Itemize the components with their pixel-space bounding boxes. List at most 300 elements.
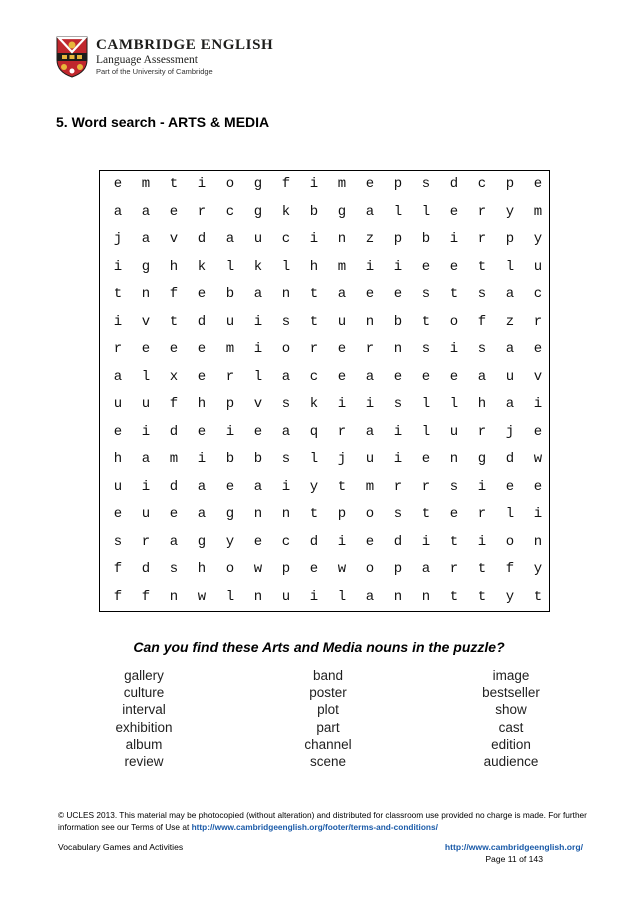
- grid-cell[interactable]: p: [393, 176, 403, 192]
- grid-cell[interactable]: b: [309, 203, 319, 220]
- word-list-item: show: [495, 702, 527, 718]
- grid-cell[interactable]: l: [421, 423, 431, 440]
- grid-cell[interactable]: f: [505, 561, 515, 577]
- grid-cell[interactable]: r: [365, 341, 375, 357]
- grid-cell[interactable]: a: [477, 368, 487, 385]
- grid-cell[interactable]: e: [337, 368, 347, 385]
- grid-cell[interactable]: s: [421, 341, 431, 357]
- grid-cell[interactable]: h: [197, 396, 207, 412]
- grid-cell[interactable]: e: [253, 423, 263, 440]
- grid-cell[interactable]: l: [393, 203, 403, 220]
- grid-cell[interactable]: r: [477, 506, 487, 522]
- grid-cell[interactable]: a: [141, 231, 151, 247]
- grid-cell[interactable]: d: [169, 423, 179, 440]
- grid-cell[interactable]: i: [449, 341, 459, 357]
- grid-cell[interactable]: k: [281, 203, 291, 220]
- grid-cell[interactable]: e: [393, 368, 403, 385]
- brand-name: CAMBRIDGE ENGLISH: [96, 37, 274, 53]
- grid-cell[interactable]: g: [337, 203, 347, 220]
- grid-cell[interactable]: g: [477, 451, 487, 467]
- grid-cell[interactable]: n: [281, 506, 291, 522]
- grid-cell[interactable]: c: [533, 286, 543, 302]
- grid-cell[interactable]: r: [225, 368, 235, 385]
- grid-cell[interactable]: y: [505, 588, 515, 605]
- grid-cell[interactable]: j: [337, 451, 347, 467]
- copyright-notice: [58, 810, 588, 833]
- grid-cell[interactable]: f: [477, 313, 487, 330]
- grid-cell[interactable]: i: [393, 423, 403, 440]
- grid-cell[interactable]: e: [253, 533, 263, 550]
- grid-cell[interactable]: w: [253, 561, 263, 577]
- grid-cell[interactable]: t: [533, 588, 543, 605]
- grid-cell[interactable]: i: [393, 451, 403, 467]
- grid-cell[interactable]: u: [225, 313, 235, 330]
- grid-cell[interactable]: e: [197, 368, 207, 385]
- word-list-item: audience: [483, 753, 539, 769]
- grid-cell[interactable]: i: [393, 258, 403, 275]
- grid-cell[interactable]: d: [449, 176, 459, 192]
- grid-cell[interactable]: s: [281, 396, 291, 412]
- grid-cell[interactable]: n: [393, 341, 403, 357]
- grid-cell[interactable]: e: [169, 506, 179, 522]
- word-list-item: image: [492, 668, 530, 683]
- grid-cell[interactable]: i: [337, 396, 347, 412]
- grid-cell[interactable]: s: [281, 451, 291, 467]
- grid-cell[interactable]: u: [113, 478, 123, 495]
- grid-cell[interactable]: e: [197, 423, 207, 440]
- grid-cell[interactable]: a: [197, 478, 207, 495]
- grid-cell[interactable]: g: [141, 258, 151, 275]
- grid-cell[interactable]: a: [281, 423, 291, 440]
- word-list-column-1: [79, 667, 209, 770]
- grid-cell[interactable]: c: [281, 231, 291, 247]
- grid-row: [100, 474, 549, 502]
- grid-cell[interactable]: n: [421, 588, 431, 605]
- grid-cell[interactable]: d: [505, 451, 515, 467]
- grid-cell[interactable]: r: [197, 203, 207, 220]
- grid-cell[interactable]: l: [421, 203, 431, 220]
- grid-cell[interactable]: y: [309, 478, 319, 495]
- grid-cell[interactable]: t: [477, 258, 487, 275]
- grid-cell[interactable]: s: [281, 313, 291, 330]
- grid-cell[interactable]: r: [113, 341, 123, 357]
- grid-cell[interactable]: n: [169, 588, 179, 605]
- grid-cell[interactable]: h: [113, 451, 123, 467]
- grid-cell[interactable]: d: [197, 313, 207, 330]
- grid-cell[interactable]: v: [141, 313, 151, 330]
- grid-cell[interactable]: j: [505, 423, 515, 440]
- grid-cell[interactable]: b: [253, 451, 263, 467]
- grid-cell[interactable]: e: [113, 176, 123, 192]
- grid-cell[interactable]: b: [393, 313, 403, 330]
- grid-cell[interactable]: i: [141, 423, 151, 440]
- grid-cell[interactable]: a: [365, 423, 375, 440]
- grid-cell[interactable]: p: [225, 396, 235, 412]
- grid-cell[interactable]: d: [197, 231, 207, 247]
- grid-cell[interactable]: l: [505, 506, 515, 522]
- grid-cell[interactable]: e: [365, 533, 375, 550]
- grid-cell[interactable]: g: [197, 533, 207, 550]
- grid-cell[interactable]: s: [393, 506, 403, 522]
- grid-cell[interactable]: i: [113, 258, 123, 275]
- grid-cell[interactable]: r: [477, 231, 487, 247]
- grid-cell[interactable]: t: [449, 533, 459, 550]
- footer-title: Vocabulary Games and Activities: [58, 842, 184, 852]
- grid-cell[interactable]: t: [309, 313, 319, 330]
- grid-cell[interactable]: e: [113, 423, 123, 440]
- grid-cell[interactable]: c: [309, 368, 319, 385]
- grid-cell[interactable]: j: [113, 231, 123, 247]
- grid-row: [100, 254, 549, 282]
- brand-part-of: Part of the University of Cambridge: [96, 67, 213, 76]
- grid-cell[interactable]: o: [365, 561, 375, 577]
- grid-cell[interactable]: c: [225, 203, 235, 220]
- grid-cell[interactable]: a: [365, 588, 375, 605]
- grid-cell[interactable]: u: [337, 313, 347, 330]
- word-list-item: scene: [309, 753, 347, 769]
- grid-cell[interactable]: t: [421, 313, 431, 330]
- grid-cell[interactable]: v: [253, 396, 263, 412]
- grid-cell[interactable]: h: [477, 396, 487, 412]
- grid-cell[interactable]: l: [337, 588, 347, 605]
- grid-cell[interactable]: i: [253, 341, 263, 357]
- grid-cell[interactable]: b: [225, 286, 235, 302]
- grid-cell[interactable]: t: [169, 313, 179, 330]
- grid-cell[interactable]: t: [309, 286, 319, 302]
- copyright-text: © UCLES 2013. This material may be photocopied (without alteration) and distributed for classroom use provided no charge is made. For further information see our Terms of Use at: [58, 810, 587, 832]
- grid-cell[interactable]: p: [505, 176, 515, 192]
- grid-cell[interactable]: i: [477, 533, 487, 550]
- grid-cell[interactable]: n: [253, 506, 263, 522]
- grid-cell[interactable]: f: [113, 561, 123, 577]
- grid-cell[interactable]: e: [337, 341, 347, 357]
- grid-cell[interactable]: l: [449, 396, 459, 412]
- grid-cell[interactable]: i: [197, 176, 207, 192]
- grid-cell[interactable]: n: [449, 451, 459, 467]
- grid-cell[interactable]: s: [169, 561, 179, 577]
- grid-cell[interactable]: r: [421, 478, 431, 495]
- grid-cell[interactable]: a: [365, 368, 375, 385]
- grid-cell[interactable]: i: [449, 231, 459, 247]
- grid-cell[interactable]: b: [421, 231, 431, 247]
- grid-cell[interactable]: s: [421, 176, 431, 192]
- word-list-column-2: [263, 667, 393, 770]
- grid-cell[interactable]: d: [141, 561, 151, 577]
- grid-cell[interactable]: u: [141, 396, 151, 412]
- grid-cell[interactable]: b: [225, 451, 235, 467]
- grid-cell[interactable]: c: [477, 176, 487, 192]
- brand-subtitle: Language Assessment: [96, 54, 198, 66]
- grid-cell[interactable]: r: [309, 341, 319, 357]
- grid-cell[interactable]: y: [533, 231, 543, 247]
- grid-cell[interactable]: r: [393, 478, 403, 495]
- grid-cell[interactable]: s: [449, 478, 459, 495]
- grid-cell[interactable]: n: [533, 533, 543, 550]
- grid-cell[interactable]: a: [253, 286, 263, 302]
- cambridge-english-logo: [56, 36, 306, 78]
- grid-cell[interactable]: i: [337, 533, 347, 550]
- grid-cell[interactable]: a: [253, 478, 263, 495]
- grid-cell[interactable]: s: [477, 341, 487, 357]
- word-list-item: exhibition: [115, 719, 173, 735]
- grid-cell[interactable]: a: [169, 533, 179, 550]
- grid-cell[interactable]: q: [309, 423, 319, 440]
- grid-cell[interactable]: s: [477, 286, 487, 302]
- grid-cell[interactable]: i: [225, 423, 235, 440]
- word-search-grid: [99, 170, 550, 612]
- grid-cell[interactable]: w: [337, 561, 347, 577]
- grid-cell[interactable]: i: [421, 533, 431, 550]
- grid-cell[interactable]: t: [449, 286, 459, 302]
- grid-cell[interactable]: r: [337, 423, 347, 440]
- grid-cell[interactable]: y: [225, 533, 235, 550]
- grid-cell[interactable]: e: [449, 506, 459, 522]
- grid-cell[interactable]: e: [113, 506, 123, 522]
- grid-cell[interactable]: i: [533, 506, 543, 522]
- grid-cell[interactable]: n: [365, 313, 375, 330]
- word-list-column-3: [446, 667, 576, 770]
- grid-cell[interactable]: t: [421, 506, 431, 522]
- grid-cell[interactable]: a: [141, 451, 151, 467]
- grid-cell[interactable]: a: [505, 396, 515, 412]
- grid-cell[interactable]: h: [197, 561, 207, 577]
- grid-cell[interactable]: u: [141, 506, 151, 522]
- grid-cell[interactable]: i: [309, 588, 319, 605]
- grid-cell[interactable]: p: [505, 231, 515, 247]
- puzzle-question: Can you find these Arts and Media nouns in the puzzle?: [133, 639, 505, 655]
- grid-cell[interactable]: h: [309, 258, 319, 275]
- grid-cell[interactable]: a: [505, 341, 515, 357]
- grid-cell[interactable]: e: [533, 478, 543, 495]
- grid-cell[interactable]: n: [141, 286, 151, 302]
- grid-cell[interactable]: n: [281, 286, 291, 302]
- grid-cell[interactable]: i: [113, 313, 123, 330]
- word-list-item: album: [125, 736, 163, 752]
- grid-cell[interactable]: y: [533, 561, 543, 577]
- grid-cell[interactable]: u: [505, 368, 515, 385]
- grid-cell[interactable]: l: [421, 396, 431, 412]
- grid-cell[interactable]: o: [449, 313, 459, 330]
- grid-cell[interactable]: l: [225, 258, 235, 275]
- grid-cell[interactable]: s: [113, 533, 123, 550]
- grid-cell[interactable]: u: [449, 423, 459, 440]
- grid-cell[interactable]: a: [505, 286, 515, 302]
- grid-cell[interactable]: p: [281, 561, 291, 577]
- grid-cell[interactable]: e: [225, 478, 235, 495]
- grid-cell[interactable]: s: [421, 286, 431, 302]
- grid-cell[interactable]: l: [281, 258, 291, 275]
- grid-cell[interactable]: m: [141, 176, 151, 192]
- word-list-item: review: [124, 753, 164, 769]
- grid-cell[interactable]: e: [449, 203, 459, 220]
- grid-cell[interactable]: w: [533, 451, 543, 467]
- grid-cell[interactable]: i: [365, 258, 375, 275]
- grid-cell[interactable]: e: [365, 176, 375, 192]
- grid-row: [100, 501, 549, 529]
- grid-cell[interactable]: l: [225, 588, 235, 605]
- grid-cell[interactable]: x: [169, 368, 179, 385]
- grid-cell[interactable]: s: [393, 396, 403, 412]
- grid-cell[interactable]: p: [393, 231, 403, 247]
- grid-cell[interactable]: d: [393, 533, 403, 550]
- grid-cell[interactable]: e: [365, 286, 375, 302]
- grid-cell[interactable]: d: [309, 533, 319, 550]
- grid-cell[interactable]: e: [197, 286, 207, 302]
- grid-cell[interactable]: o: [365, 506, 375, 522]
- grid-cell[interactable]: l: [253, 368, 263, 385]
- grid-cell[interactable]: r: [477, 203, 487, 220]
- terms-of-use-link[interactable]: http://www.cambridgeenglish.org/footer/terms-and-conditions/: [191, 821, 438, 832]
- grid-cell[interactable]: h: [169, 258, 179, 275]
- grid-row: [100, 309, 549, 337]
- grid-cell[interactable]: r: [449, 561, 459, 577]
- grid-cell[interactable]: e: [169, 341, 179, 357]
- grid-cell[interactable]: e: [309, 561, 319, 577]
- grid-cell[interactable]: e: [449, 258, 459, 275]
- grid-cell[interactable]: e: [197, 341, 207, 357]
- grid-cell[interactable]: g: [225, 506, 235, 522]
- grid-cell[interactable]: v: [169, 231, 179, 247]
- grid-cell[interactable]: v: [533, 368, 543, 385]
- grid-cell[interactable]: o: [505, 533, 515, 550]
- grid-cell[interactable]: a: [365, 203, 375, 220]
- grid-cell[interactable]: f: [169, 396, 179, 412]
- grid-cell[interactable]: g: [253, 203, 263, 220]
- grid-cell[interactable]: m: [225, 341, 235, 357]
- grid-cell[interactable]: r: [141, 533, 151, 550]
- grid-cell[interactable]: i: [309, 231, 319, 247]
- grid-cell[interactable]: i: [309, 176, 319, 192]
- grid-cell[interactable]: c: [281, 533, 291, 550]
- grid-cell[interactable]: t: [477, 588, 487, 605]
- grid-cell[interactable]: r: [477, 423, 487, 440]
- page-title: 5. Word search - ARTS & MEDIA: [56, 114, 270, 130]
- grid-cell[interactable]: i: [365, 396, 375, 412]
- page-number: Page 11 of 143: [485, 854, 543, 864]
- grid-cell[interactable]: u: [113, 396, 123, 412]
- grid-cell[interactable]: k: [309, 396, 319, 412]
- grid-cell[interactable]: r: [533, 313, 543, 330]
- grid-row: [100, 584, 549, 612]
- grid-cell[interactable]: y: [505, 203, 515, 220]
- grid-cell[interactable]: g: [253, 176, 263, 192]
- grid-cell[interactable]: e: [533, 341, 543, 357]
- grid-row: [100, 336, 549, 364]
- grid-cell[interactable]: n: [393, 588, 403, 605]
- grid-cell[interactable]: a: [281, 368, 291, 385]
- grid-cell[interactable]: e: [449, 368, 459, 385]
- word-list-item: band: [312, 668, 344, 683]
- grid-cell[interactable]: u: [533, 258, 543, 275]
- grid-cell[interactable]: u: [253, 231, 263, 247]
- grid-cell[interactable]: m: [337, 176, 347, 192]
- grid-cell[interactable]: e: [421, 368, 431, 385]
- grid-cell[interactable]: m: [533, 203, 543, 220]
- word-list-item: plot: [317, 702, 339, 718]
- grid-cell[interactable]: z: [505, 313, 515, 330]
- grid-cell[interactable]: o: [225, 561, 235, 577]
- grid-cell[interactable]: t: [477, 561, 487, 577]
- grid-row: [100, 556, 549, 584]
- grid-cell[interactable]: f: [169, 286, 179, 302]
- grid-cell[interactable]: a: [421, 561, 431, 577]
- grid-cell[interactable]: p: [393, 561, 403, 577]
- grid-cell[interactable]: o: [225, 176, 235, 192]
- grid-cell[interactable]: f: [141, 588, 151, 605]
- grid-row: [100, 281, 549, 309]
- grid-cell[interactable]: t: [309, 506, 319, 522]
- grid-cell[interactable]: e: [141, 341, 151, 357]
- grid-cell[interactable]: m: [169, 451, 179, 467]
- grid-row: [100, 391, 549, 419]
- grid-cell[interactable]: a: [225, 231, 235, 247]
- grid-cell[interactable]: m: [337, 258, 347, 275]
- grid-cell[interactable]: e: [393, 286, 403, 302]
- footer-website-link[interactable]: http://www.cambridgeenglish.org/: [444, 842, 583, 852]
- grid-cell[interactable]: t: [169, 176, 179, 192]
- grid-cell[interactable]: a: [197, 506, 207, 522]
- grid-cell[interactable]: d: [169, 478, 179, 495]
- grid-cell[interactable]: w: [197, 588, 207, 605]
- grid-cell[interactable]: u: [365, 451, 375, 467]
- grid-row: [100, 171, 549, 199]
- grid-cell[interactable]: l: [141, 368, 151, 385]
- grid-cell[interactable]: i: [141, 478, 151, 495]
- grid-cell[interactable]: t: [337, 478, 347, 495]
- grid-row: [100, 226, 549, 254]
- grid-cell[interactable]: a: [113, 368, 123, 385]
- grid-cell[interactable]: a: [141, 203, 151, 220]
- grid-cell[interactable]: a: [337, 286, 347, 302]
- grid-cell[interactable]: e: [533, 176, 543, 192]
- grid-cell[interactable]: a: [113, 203, 123, 220]
- grid-cell[interactable]: e: [421, 258, 431, 275]
- grid-cell[interactable]: k: [197, 258, 207, 275]
- word-list-item: edition: [491, 736, 531, 752]
- grid-cell[interactable]: f: [113, 588, 123, 605]
- word-list-item: gallery: [124, 668, 164, 683]
- grid-cell[interactable]: f: [281, 176, 291, 192]
- grid-row: [100, 529, 549, 557]
- grid-cell[interactable]: l: [309, 451, 319, 467]
- grid-row: [100, 446, 549, 474]
- grid-cell[interactable]: i: [533, 396, 543, 412]
- grid-cell[interactable]: t: [449, 588, 459, 605]
- grid-cell[interactable]: i: [281, 478, 291, 495]
- grid-cell[interactable]: e: [169, 203, 179, 220]
- grid-cell[interactable]: n: [337, 231, 347, 247]
- grid-cell[interactable]: n: [253, 588, 263, 605]
- grid-cell[interactable]: t: [113, 286, 123, 302]
- grid-cell[interactable]: k: [253, 258, 263, 275]
- grid-cell[interactable]: u: [281, 588, 291, 605]
- word-list-item: interval: [122, 702, 166, 718]
- grid-cell[interactable]: p: [337, 506, 347, 522]
- grid-cell[interactable]: l: [505, 258, 515, 275]
- word-list-item: poster: [309, 685, 347, 701]
- grid-cell[interactable]: e: [505, 478, 515, 495]
- grid-cell[interactable]: i: [253, 313, 263, 330]
- grid-cell[interactable]: z: [365, 231, 375, 247]
- grid-cell[interactable]: e: [421, 451, 431, 467]
- grid-cell[interactable]: o: [281, 341, 291, 357]
- grid-cell[interactable]: i: [197, 451, 207, 467]
- grid-cell[interactable]: e: [533, 423, 543, 440]
- cambridge-shield-icon: [56, 36, 88, 78]
- grid-cell[interactable]: m: [365, 478, 375, 495]
- grid-cell[interactable]: i: [477, 478, 487, 495]
- word-list-item: bestseller: [482, 685, 540, 701]
